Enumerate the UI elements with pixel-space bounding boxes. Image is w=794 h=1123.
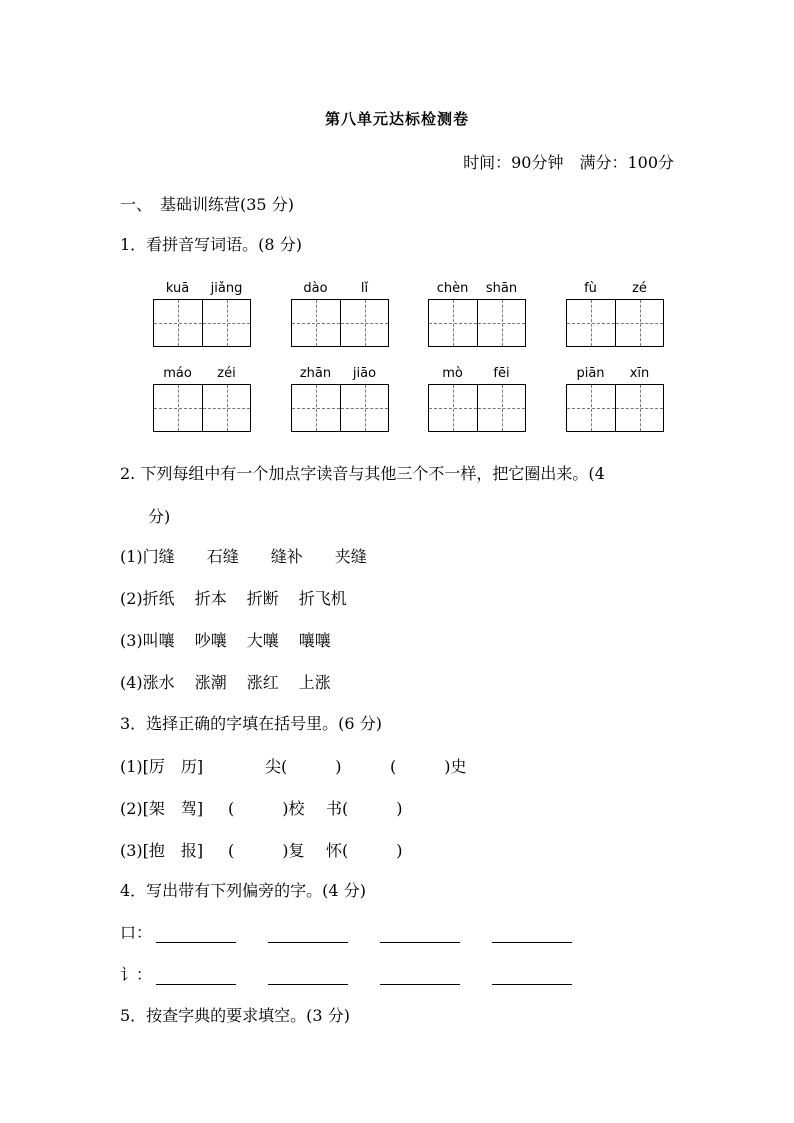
writing-cell[interactable]: [477, 300, 525, 346]
question-3-row: [120, 796, 403, 819]
word-option[interactable]: 涨水: [142, 673, 175, 692]
fill-blank[interactable]: ( )复: [228, 841, 305, 860]
pinyin-syllable: fēi: [493, 366, 510, 381]
pinyin-box: [566, 281, 664, 347]
pinyin-syllable: zéi: [217, 366, 236, 381]
section-heading: 一、 基础训练营(35 分): [120, 195, 294, 214]
pinyin-syllable: jiǎng: [210, 281, 243, 296]
question-2-prompt-cont: 分): [148, 507, 171, 526]
word-option[interactable]: 叫嚷: [142, 631, 175, 650]
answer-blank[interactable]: [156, 926, 236, 943]
row-label: (4): [120, 673, 143, 692]
pinyin-syllable: xīn: [629, 366, 650, 381]
word-option[interactable]: 折本: [194, 589, 227, 608]
fill-blank[interactable]: 书( ): [326, 799, 403, 818]
writing-cell[interactable]: [292, 385, 340, 431]
word-option[interactable]: 折纸: [142, 589, 175, 608]
question-2-row: [120, 586, 367, 609]
question-2-row: [120, 544, 399, 567]
question-3-prompt: 3．选择正确的字填在括号里。(6 分): [120, 714, 382, 733]
word-option[interactable]: 吵嚷: [194, 631, 227, 650]
writing-cell[interactable]: [340, 385, 388, 431]
row-label: (1): [120, 547, 143, 566]
answer-blank[interactable]: [268, 926, 348, 943]
fill-blank[interactable]: 尖( ): [265, 757, 342, 776]
answer-blank[interactable]: [156, 968, 236, 985]
pinyin-syllable: mò: [442, 366, 463, 381]
answer-blank[interactable]: [492, 968, 572, 985]
radical-label: 讠：: [120, 965, 153, 984]
word-option[interactable]: 涨红: [246, 673, 279, 692]
answer-blank[interactable]: [380, 926, 460, 943]
writing-cell[interactable]: [429, 385, 477, 431]
writing-cell[interactable]: [154, 300, 202, 346]
word-option[interactable]: 嚷嚷: [298, 631, 331, 650]
row-label: (3): [120, 631, 143, 650]
pinyin-syllable: piān: [576, 366, 605, 381]
answer-blank[interactable]: [380, 968, 460, 985]
word-option[interactable]: 石缝: [206, 547, 239, 566]
question-5-prompt: 5．按查字典的要求填空。(3 分): [120, 1006, 350, 1025]
pinyin-syllable: zhān: [299, 366, 332, 381]
word-option[interactable]: 上涨: [298, 673, 331, 692]
word-option[interactable]: 折断: [246, 589, 279, 608]
pinyin-syllable: kuā: [165, 281, 190, 296]
writing-cell[interactable]: [567, 385, 615, 431]
writing-cell[interactable]: [567, 300, 615, 346]
char-choice-label: (3)[抱 报]: [120, 841, 204, 860]
word-option[interactable]: 折飞机: [298, 589, 347, 608]
pinyin-box: [291, 281, 389, 347]
question-3-row: [120, 754, 467, 777]
question-3-row: [120, 838, 403, 861]
pinyin-box: [428, 281, 526, 347]
fill-blank[interactable]: ( )史: [390, 757, 467, 776]
answer-blank[interactable]: [268, 968, 348, 985]
pinyin-box: [566, 366, 664, 432]
pinyin-syllable: zé: [632, 281, 647, 296]
writing-cell[interactable]: [202, 300, 250, 346]
question-2-row: [120, 670, 351, 693]
writing-cell[interactable]: [615, 300, 663, 346]
fill-blank[interactable]: 怀( ): [326, 841, 403, 860]
writing-cell[interactable]: [477, 385, 525, 431]
word-option[interactable]: 缝补: [270, 547, 303, 566]
row-label: (2): [120, 589, 143, 608]
writing-cell[interactable]: [615, 385, 663, 431]
question-4-prompt: 4．写出带有下列偏旁的字。(4 分): [120, 881, 366, 900]
pinyin-box: [153, 281, 251, 347]
word-option[interactable]: 涨潮: [194, 673, 227, 692]
word-option[interactable]: 门缝: [142, 547, 175, 566]
question-1-prompt: 1．看拼音写词语。(8 分): [120, 235, 302, 254]
page-title: 第八单元达标检测卷: [324, 110, 469, 128]
question-2-prompt: 2. 下列每组中有一个加点字读音与其他三个不一样，把它圈出来。(4: [120, 464, 605, 483]
word-option[interactable]: 夹缝: [334, 547, 367, 566]
char-choice-label: (2)[架 驾]: [120, 799, 204, 818]
question-4-row: [120, 920, 604, 943]
pinyin-box: [291, 366, 389, 432]
writing-cell[interactable]: [202, 385, 250, 431]
pinyin-syllable: shān: [485, 281, 518, 296]
pinyin-syllable: chèn: [436, 281, 469, 296]
pinyin-syllable: jiāo: [352, 366, 377, 381]
question-2-row: [120, 628, 351, 651]
pinyin-syllable: dào: [303, 281, 328, 296]
question-4-row: [120, 962, 604, 985]
pinyin-syllable: máo: [163, 366, 192, 381]
pinyin-syllable: fù: [584, 281, 597, 296]
radical-label: 口：: [120, 923, 153, 942]
word-option[interactable]: 大嚷: [246, 631, 279, 650]
pinyin-box: [428, 366, 526, 432]
answer-blank[interactable]: [492, 926, 572, 943]
writing-cell[interactable]: [429, 300, 477, 346]
char-choice-label: (1)[厉 历]: [120, 757, 204, 776]
writing-cell[interactable]: [292, 300, 340, 346]
pinyin-syllable: lǐ: [360, 281, 369, 296]
exam-meta: 时间：90分钟 满分：100分: [463, 153, 674, 172]
fill-blank[interactable]: ( )校: [228, 799, 305, 818]
pinyin-box: [153, 366, 251, 432]
writing-cell[interactable]: [340, 300, 388, 346]
writing-cell[interactable]: [154, 385, 202, 431]
